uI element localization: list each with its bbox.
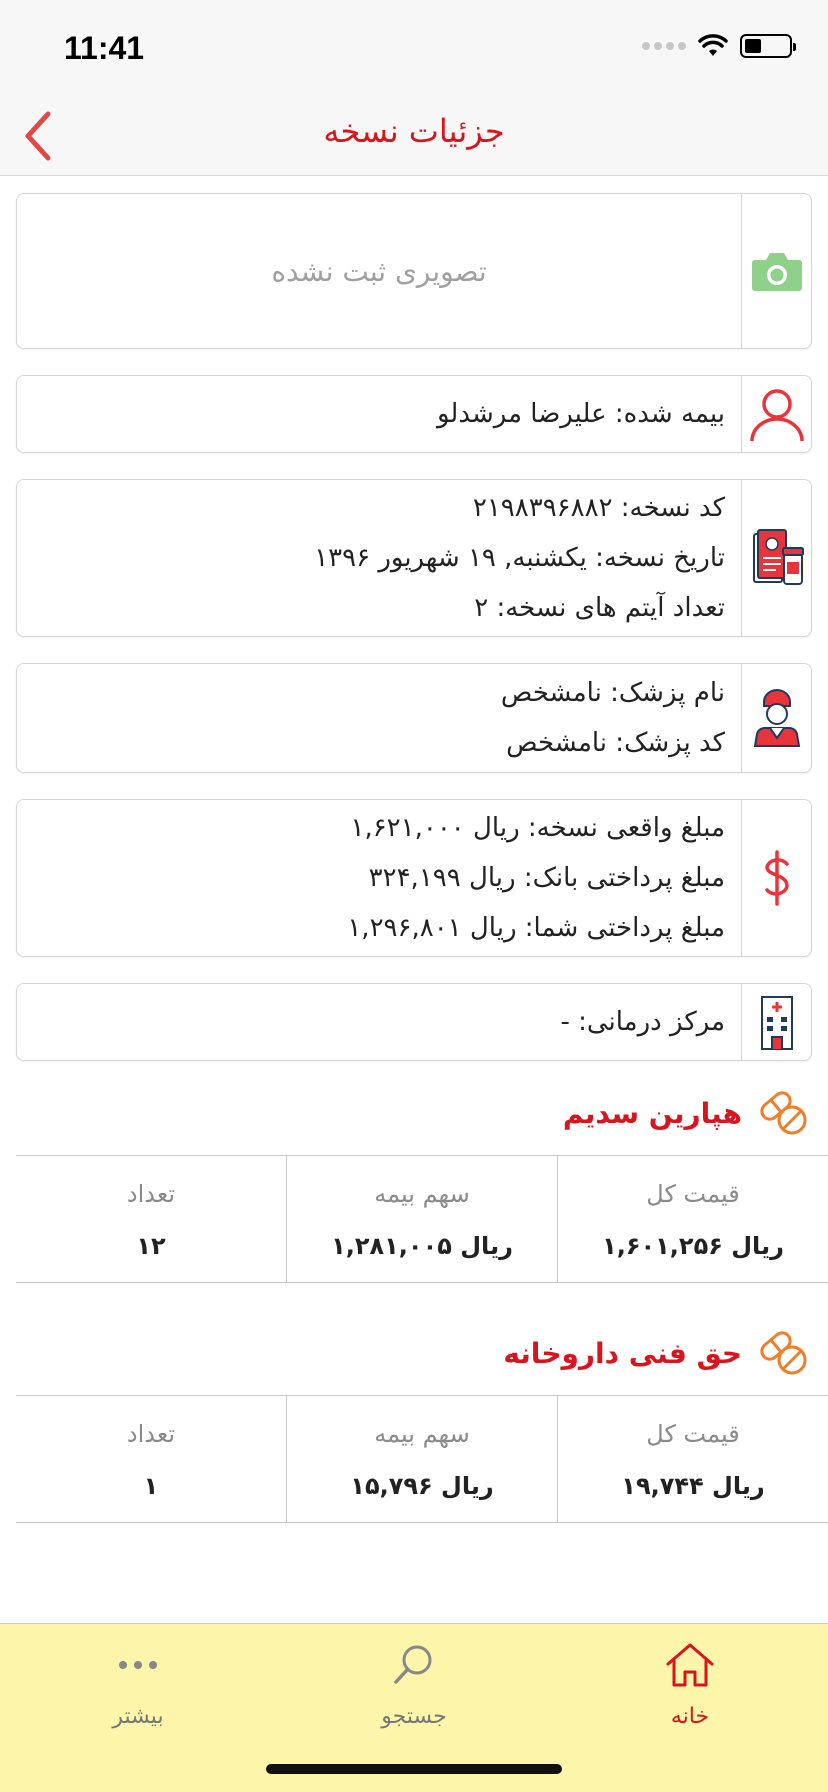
- your-paid-amount: مبلغ پرداختی شما: ریال ۱,۲۹۶,۸۰۱: [347, 913, 725, 943]
- doctor-name: نام پزشک: نامشخص: [500, 678, 725, 708]
- more-icon: [115, 1642, 161, 1688]
- tab-home-label: خانه: [670, 1704, 710, 1729]
- insured-card: [16, 375, 812, 453]
- camera-icon: [751, 250, 803, 292]
- drug-name: هپارین سدیم: [562, 1096, 742, 1130]
- bank-paid-amount: مبلغ پرداختی بانک: ریال ۳۲۴,۱۹۹: [368, 863, 725, 893]
- prescription-item-count: تعداد آیتم های نسخه: ۲: [474, 593, 725, 623]
- quantity-cell: تعداد ۱۲: [126, 1180, 176, 1260]
- tab-home[interactable]: [552, 1624, 828, 1734]
- camera-button[interactable]: [741, 194, 811, 348]
- tab-search[interactable]: [276, 1624, 552, 1734]
- navigation-bar: [0, 96, 828, 176]
- doctor-icon: [752, 688, 802, 748]
- prescription-info-card: [16, 479, 812, 637]
- signal-icon: [642, 42, 686, 50]
- page-title: جزئیات نسخه: [323, 112, 505, 150]
- tab-more[interactable]: [0, 1624, 276, 1734]
- insurance-share-cell: سهم بیمه ریال ۱,۲۸۱,۰۰۵: [286, 1156, 557, 1282]
- insured-name: بیمه شده: علیرضا مرشدلو: [436, 399, 725, 429]
- drug-name: حق فنی داروخانه: [503, 1336, 742, 1370]
- total-price-cell: قیمت کل ریال ۱,۶۰۱,۲۵۶: [557, 1156, 828, 1282]
- drug-table: [16, 1155, 828, 1283]
- total-price-cell: قیمت کل ریال ۱۹,۷۴۴: [557, 1396, 828, 1522]
- status-bar: [0, 0, 828, 96]
- no-image-text: تصویری ثبت نشده: [271, 254, 487, 288]
- insurance-share-cell: سهم بیمه ریال ۱۵,۷۹۶: [286, 1396, 557, 1522]
- doctor-card: [16, 663, 812, 773]
- pills-icon: [758, 1326, 808, 1380]
- actual-amount: مبلغ واقعی نسخه: ریال ۱,۶۲۱,۰۰۰: [350, 813, 725, 843]
- hospital-icon: [756, 993, 798, 1051]
- prescription-date: تاریخ نسخه: یکشنبه, ۱۹ شهریور ۱۳۹۶: [314, 543, 725, 573]
- tab-search-label: جستجو: [381, 1704, 447, 1729]
- home-indicator: [266, 1764, 562, 1774]
- drug-item: [0, 1323, 828, 1531]
- tab-bar: [0, 1623, 828, 1792]
- user-icon: [748, 385, 806, 443]
- status-time: 11:41: [64, 30, 145, 66]
- wifi-icon: [698, 34, 728, 58]
- medical-center-card: [16, 983, 812, 1061]
- prescription-image-card[interactable]: [16, 193, 812, 349]
- prescription-code: کد نسخه: ۲۱۹۸۳۹۶۸۸۲: [472, 493, 725, 523]
- drug-table: [16, 1395, 828, 1523]
- tab-more-label: بیشتر: [112, 1704, 164, 1729]
- search-icon: [391, 1642, 437, 1688]
- quantity-cell: تعداد ۱: [126, 1420, 176, 1500]
- battery-icon: [740, 34, 792, 58]
- pills-icon: [758, 1086, 808, 1140]
- prescription-icon: [750, 528, 804, 588]
- prescription-details: [0, 177, 828, 1623]
- doctor-code: کد پزشک: نامشخص: [506, 728, 725, 758]
- amount-card: [16, 799, 812, 957]
- drug-item: [0, 1083, 828, 1291]
- dollar-icon: [760, 848, 794, 908]
- medical-center: مرکز درمانی: -: [560, 1007, 725, 1037]
- home-icon: [664, 1642, 716, 1688]
- status-indicators: [642, 34, 792, 58]
